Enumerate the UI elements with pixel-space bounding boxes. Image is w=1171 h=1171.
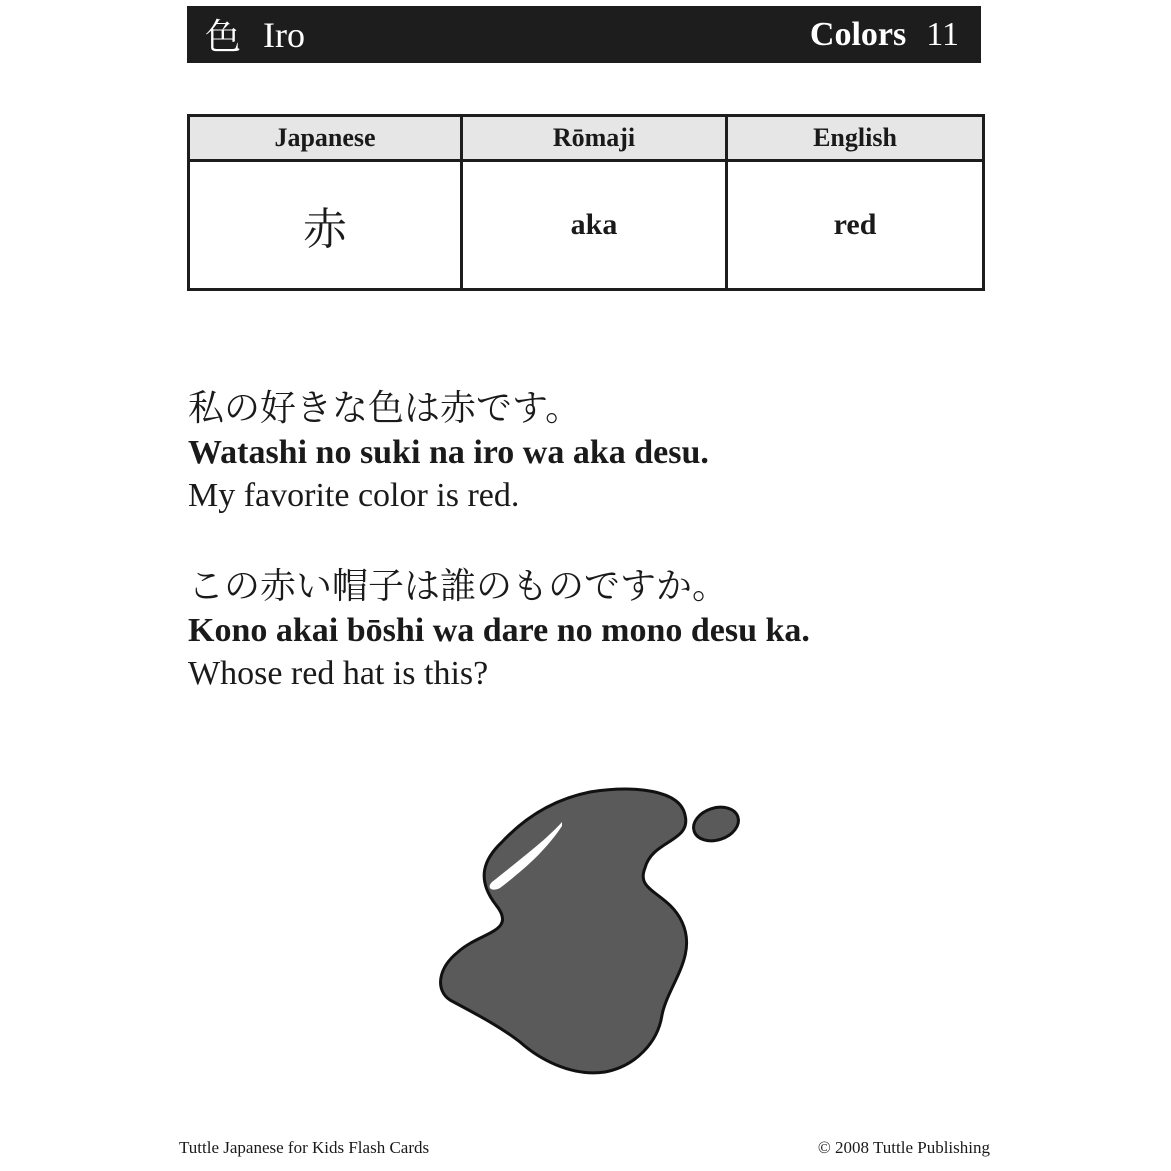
sentence-japanese: この赤い帽子は誰のものですか。	[188, 566, 729, 607]
sentence-japanese: 私の好きな色は赤です。	[188, 388, 582, 429]
column-header-english: English	[727, 116, 984, 161]
card-number: 11	[926, 15, 959, 53]
header-topic: Colors	[809, 15, 907, 53]
vocab-row	[189, 161, 984, 290]
example-sentence-1	[188, 386, 709, 518]
vocab-japanese: 赤	[189, 161, 462, 290]
card-header	[187, 6, 981, 63]
sentence-romaji: Kono akai bōshi wa dare no mono desu ka.	[188, 612, 810, 649]
vocab-header-row	[189, 116, 984, 161]
splat-body	[441, 789, 687, 1073]
header-topic-group	[810, 16, 959, 54]
header-title: Iro	[263, 14, 305, 55]
sentence-english: Whose red hat is this?	[188, 655, 489, 692]
column-header-japanese: Japanese	[189, 116, 462, 161]
sentence-english: My favorite color is red.	[188, 477, 520, 514]
footer-copyright: © 2008 Tuttle Publishing	[817, 1138, 990, 1157]
splat-drop	[689, 802, 743, 847]
column-header-romaji: Rōmaji	[462, 116, 727, 161]
paint-splat-icon	[430, 780, 750, 1080]
header-title-group	[205, 9, 305, 60]
sentence-romaji: Watashi no suki na iro wa aka desu.	[188, 434, 709, 471]
footer-series-title: Tuttle Japanese for Kids Flash Cards	[179, 1138, 430, 1157]
header-kanji: 色	[205, 17, 242, 58]
vocab-table	[187, 114, 985, 291]
example-sentence-2	[188, 564, 810, 696]
vocab-english: red	[727, 161, 984, 290]
vocab-romaji: aka	[462, 161, 727, 290]
